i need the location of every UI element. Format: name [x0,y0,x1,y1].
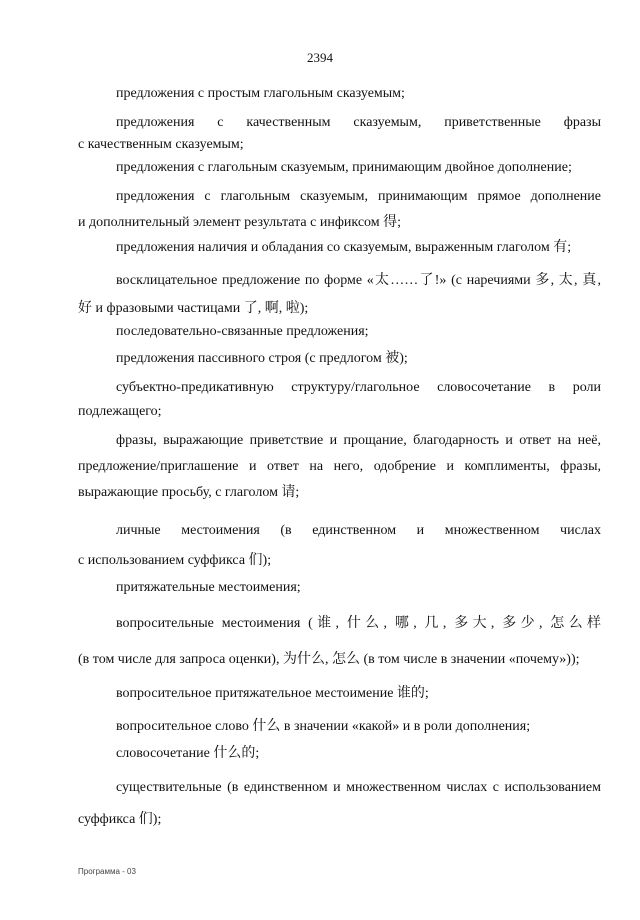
list-item [78,772,601,836]
list-item [78,606,601,678]
paragraph-line: предложения с качественным сказуемым, приветственные фразы [116,115,601,130]
list-item [78,716,601,738]
paragraph-line: предложения пассивного строя (с предлогом 被); [116,351,408,366]
list-item [78,743,601,765]
paragraph-line: суффикса 们); [78,812,162,827]
paragraph-line: существительные (в единственном и множественном числах с использованием [116,780,601,795]
paragraph-line: предложение/приглашение и ответ на него, одобрение и комплименты, фразы, [78,459,601,474]
paragraph-line: выражающие просьбу, с глаголом 请; [78,485,300,500]
list-item [78,267,601,323]
paragraph-line: вопросительное притяжательное местоимение 谁的; [116,686,429,701]
paragraph-line: субъектно-предикативную структуру/глагольное словосочетание в роли [116,380,601,395]
list-item [78,322,601,342]
paragraph-line: последовательно-связанные предложения; [116,324,369,339]
paragraph-line: (в том числе для запроса оценки), 为什么, 怎么 (в том числе в значении «почему»)); [78,652,580,667]
list-item [78,84,601,104]
list-item [78,376,601,424]
paragraph-line: с качественным сказуемым; [78,137,244,152]
paragraph-line: притяжательные местоимения; [116,580,301,595]
paragraph-line: предложения с глагольным сказуемым, принимающим прямое дополнение [116,189,601,204]
paragraph-line: предложения с глагольным сказуемым, принимающим двойное дополнение; [116,160,572,175]
paragraph-line: предложения наличия и обладания со сказуемым, выраженным глаголом 有; [116,240,572,255]
paragraph-line: фразы, выражающие приветствие и прощание, благодарность и ответ на неё, [116,433,601,448]
footer-note: Программа - 03 [78,867,136,876]
list-item [78,516,601,576]
paragraph-line: и дополнительный элемент результата с инфиксом 得; [78,215,402,230]
paragraph-line: словосочетание 什么的; [116,746,260,761]
paragraph-line: восклицательное предложение по форме «太……了!» (с наречиями 多, 太, 真, [116,273,601,288]
list-item [78,112,601,156]
page-number: 2394 [307,50,333,65]
paragraph-line: предложения с простым глагольным сказуемым; [116,86,405,101]
list-item [78,349,601,369]
list-item [78,578,601,598]
paragraph-line: вопросительное слово 什么 в значении «какой» и в роли дополнения; [116,719,531,734]
list-item [78,683,601,705]
paragraph-line: личные местоимения (в единственном и множественном числах [116,523,601,538]
list-item [78,158,601,178]
list-item [78,238,601,258]
paragraph-line: с использованием суффикса 们); [78,553,272,568]
list-item [78,428,601,506]
paragraph-line: 好 и фразовыми частицами 了, 啊, 啦); [78,301,309,316]
list-item [78,184,601,236]
paragraph-line: подлежащего; [78,404,162,419]
paragraph-line: вопросительные местоимения (谁, 什么, 哪, 几, 多大, 多少, 怎么样 [116,616,601,631]
